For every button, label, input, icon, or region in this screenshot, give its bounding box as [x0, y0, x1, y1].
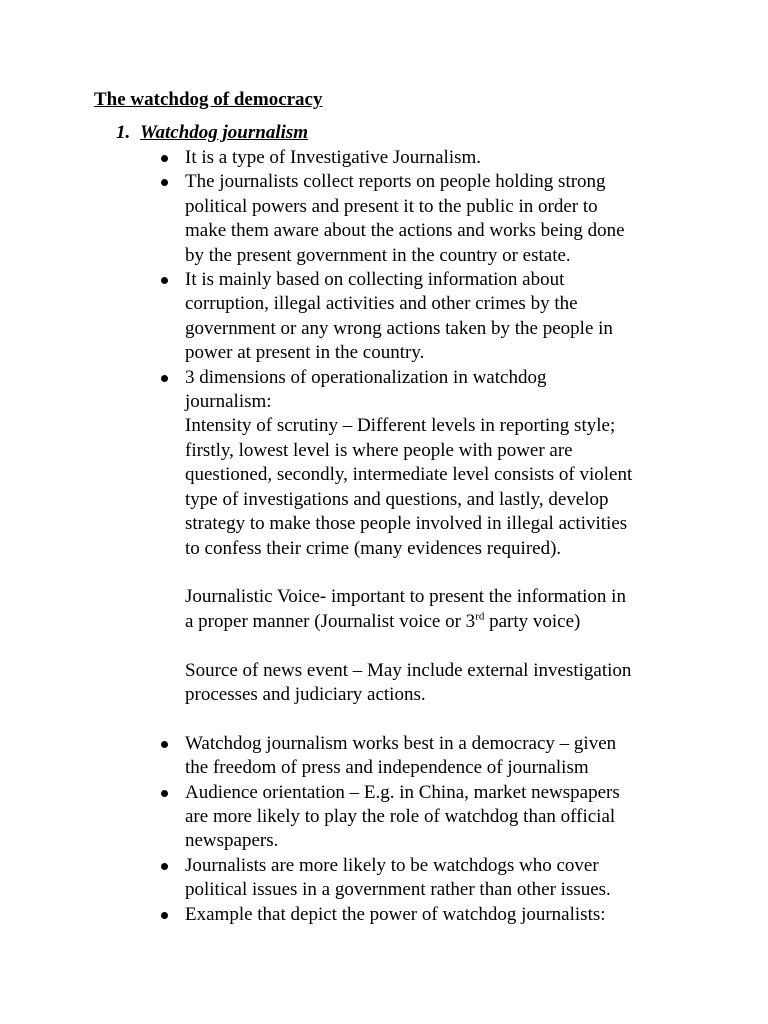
bullet-line: strategy to make those people involved in illegal activities: [185, 513, 628, 535]
superscript-ordinal: rd: [475, 610, 485, 623]
list-item: [0, 781, 685, 854]
list-item: [0, 366, 685, 561]
bullet-list: [0, 146, 768, 927]
bullet-line: power at present in the country.: [185, 342, 425, 364]
bullet-line: political powers and present it to the public in order to: [185, 195, 598, 217]
bullet-line: Watchdog journalism works best in a democracy – given: [185, 732, 617, 754]
list-item: [0, 732, 685, 781]
bullet-icon: [161, 741, 168, 748]
bullet-line: by the present government in the country or estate.: [185, 244, 571, 266]
bullet-line: are more likely to play the role of watchdog than official: [185, 805, 616, 827]
bullet-line: the freedom of press and independence of journalism: [185, 757, 589, 779]
bullet-icon: [161, 155, 168, 162]
bullet-line: government or any wrong actions taken by the people in: [185, 317, 613, 339]
bullet-line: It is a type of Investigative Journalism.: [185, 147, 482, 168]
dimension-voice-line: a proper manner (Journalist voice or 3rd party voice): [185, 610, 581, 632]
bullet-line: firstly, lowest level is where people with power are: [185, 439, 573, 461]
bullet-line: type of investigations and questions, and lastly, develop: [185, 488, 609, 510]
bullet-line: It is mainly based on collecting information about: [185, 269, 565, 291]
bullet-line: Audience orientation – E.g. in China, market newspapers: [185, 781, 620, 803]
spacer: [0, 561, 768, 585]
dimension-source-line: processes and judiciary actions.: [185, 683, 426, 705]
bullet-line: newspapers.: [185, 830, 279, 852]
bullet-line: 3 dimensions of operationalization in watchdog: [185, 366, 547, 388]
list-item: [0, 903, 685, 927]
bullet-line: to confess their crime (many evidences required).: [185, 537, 562, 559]
bullet-line: The journalists collect reports on people holding strong: [185, 171, 606, 193]
list-item: [0, 854, 685, 903]
bullet-line: journalism:: [185, 391, 272, 413]
list-item: [0, 170, 685, 268]
bullet-icon: [161, 912, 168, 919]
bullet-icon: [161, 375, 168, 382]
bullet-line: political issues in a government rather than other issues.: [185, 879, 611, 901]
document-title: The watchdog of democracy: [94, 89, 323, 110]
bullet-line: corruption, illegal activities and other crimes by the: [185, 293, 578, 315]
bullet-icon: [161, 863, 168, 870]
section-heading: [116, 121, 308, 145]
spacer: [0, 634, 768, 658]
bullet-icon: [161, 179, 168, 186]
bullet-line: make them aware about the actions and works being done: [185, 220, 625, 242]
bullet-icon: [161, 790, 168, 797]
bullet-line: Journalists are more likely to be watchdogs who cover: [185, 854, 599, 876]
section-heading-text: Watchdog journalism: [140, 122, 309, 143]
bullet-line: Example that depict the power of watchdog journalists:: [185, 903, 606, 925]
list-item: [0, 146, 685, 170]
bullet-icon: [161, 277, 168, 284]
list-item: [0, 268, 685, 366]
dimension-voice-line: Journalistic Voice- important to present the information in: [185, 586, 626, 608]
bullet-line: Intensity of scrutiny – Different levels in reporting style;: [185, 415, 616, 437]
spacer: [0, 707, 768, 731]
section-number: 1.: [116, 122, 131, 143]
dimension-source-line: Source of news event – May include external investigation: [185, 659, 632, 681]
bullet-line: questioned, secondly, intermediate level consists of violent: [185, 464, 633, 486]
